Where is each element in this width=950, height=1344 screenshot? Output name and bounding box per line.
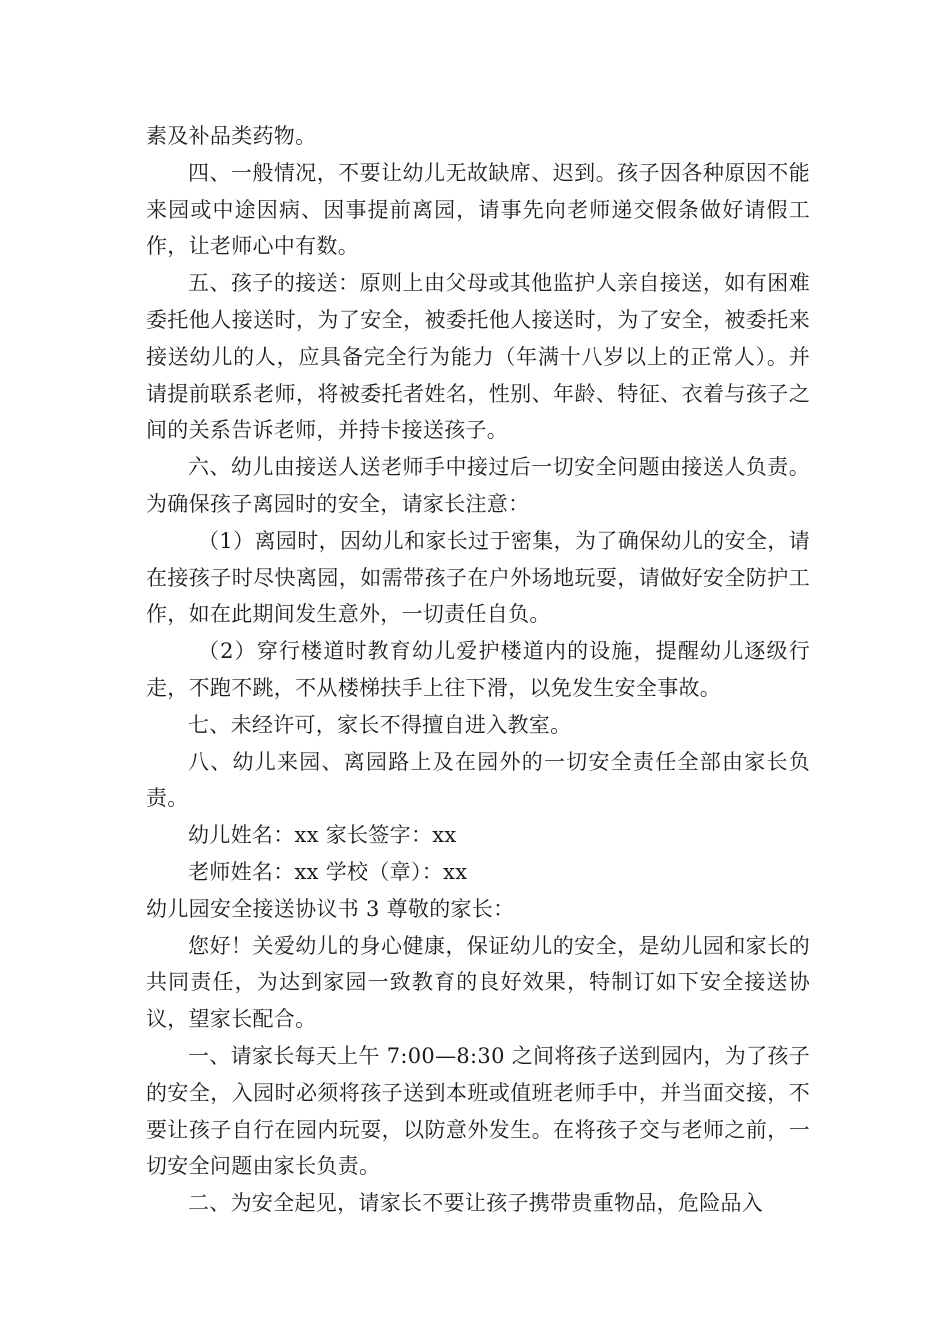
paragraph-item-five: 五、孩子的接送：原则上由父母或其他监护人亲自接送，如有困难委托他人接送时，为了安全，被委托他人接送时，为了安全，被委托来接送幼儿的人，应具备完全行为能力（年满十八岁以上的正常人）。并请提前联系老师，将被委托者姓名，性别、年龄、特征、衣着与孩子之间的关系告诉老师，并持卡接送孩子。: [146, 271, 810, 443]
signature-line-teacher: 老师姓名：xx 学校（章）：xx: [188, 859, 468, 884]
paragraph-item-six: 六、幼儿由接送人送老师手中接过后一切安全问题由接送人负责。为确保孩子离园时的安全，请家长注意：: [146, 455, 810, 516]
paragraph-continuation: 素及补品类药物。: [146, 124, 317, 148]
paragraph-greeting: 您好！关爱幼儿的身心健康，保证幼儿的安全，是幼儿园和家长的共同责任，为达到家园一致教育的良好效果，特制订如下安全接送协议，望家长配合。: [146, 933, 810, 1032]
document-body: [146, 118, 810, 1222]
paragraph-item-seven: 七、未经许可，家长不得擅自进入教室。: [188, 712, 572, 737]
section-heading: 幼儿园安全接送协议书 3 尊敬的家长：: [146, 896, 515, 921]
paragraph-item-one: 一、请家长每天上午 7:00—8:30 之间将孩子送到园内，为了孩子的安全，入园时必须将孩子送到本班或值班老师手中，并当面交接，不要让孩子自行在园内玩耍，以防意外发生。在将孩子交与老师之前，一切安全问题由家长负责。: [146, 1043, 810, 1179]
paragraph-item-four: 四、一般情况，不要让幼儿无故缺席、迟到。孩子因各种原因不能来园或中途因病、因事提前离园，请事先向老师递交假条做好请假工作，让老师心中有数。: [146, 160, 810, 259]
paragraph-item-eight: 八、幼儿来园、离园路上及在园外的一切安全责任全部由家长负责。: [146, 749, 810, 811]
signature-line-parent: 幼儿姓名：xx 家长签字：xx: [188, 823, 457, 848]
paragraph-item-two: 二、为安全起见，请家长不要让孩子携带贵重物品，危险品入: [188, 1191, 764, 1216]
paragraph-subitem-1: （1）离园时，因幼儿和家长过于密集，为了确保幼儿的安全，请在接孩子时尽快离园，如需带孩子在户外场地玩耍，请做好安全防护工作，如在此期间发生意外，一切责任自负。: [146, 528, 810, 627]
paragraph-subitem-2: （2）穿行楼道时教育幼儿爱护楼道内的设施，提醒幼儿逐级行走，不跑不跳，不从楼梯扶手上往下滑，以免发生安全事故。: [146, 639, 810, 700]
